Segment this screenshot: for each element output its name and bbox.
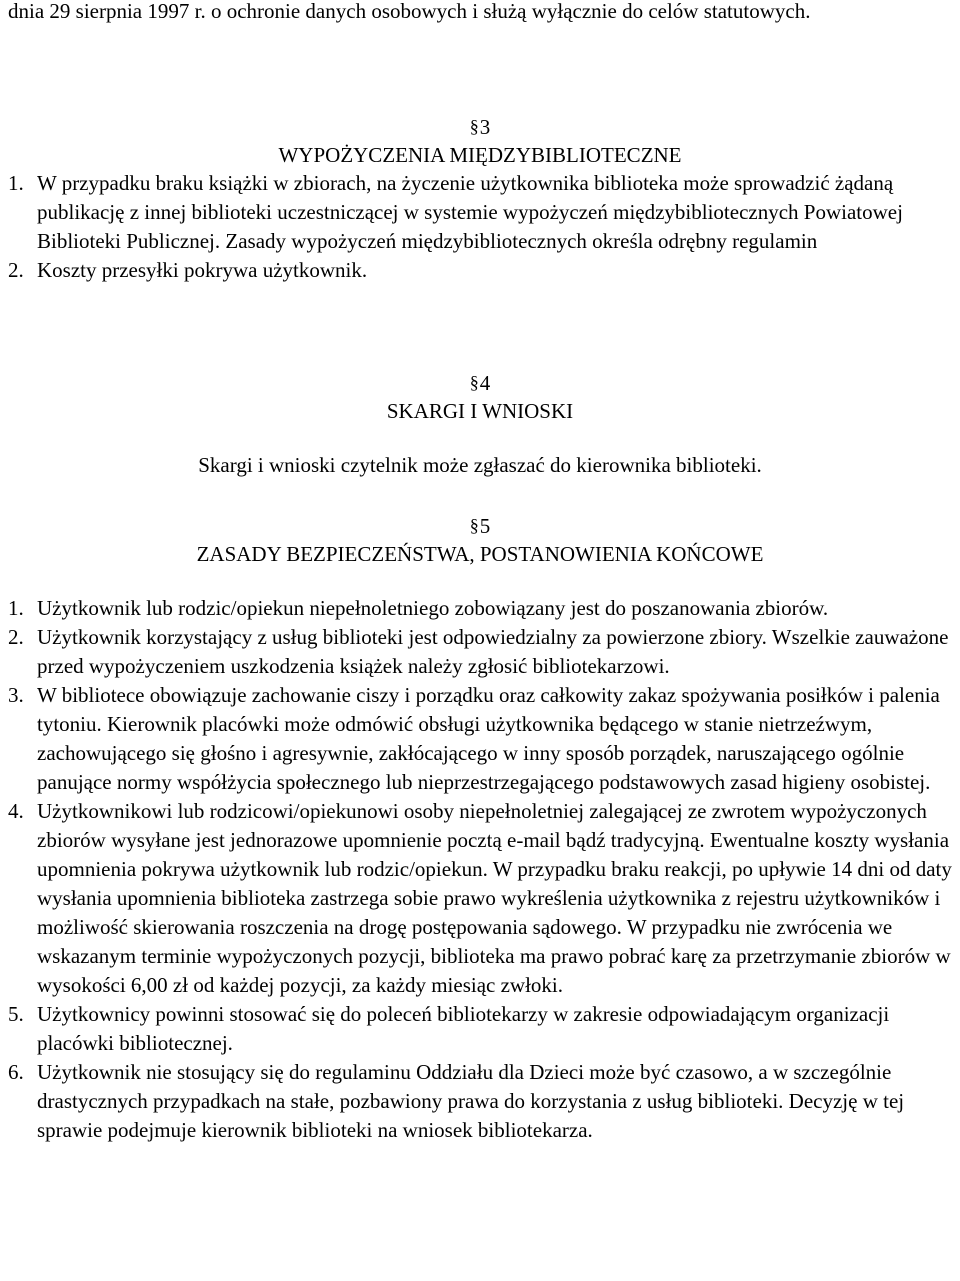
item-number: 2. (8, 625, 24, 649)
section-4-body: Skargi i wnioski czytelnik może zgłaszać do kierownika biblioteki. (198, 453, 762, 477)
item-text: Użytkownicy powinni stosować się do poleceń bibliotekarzy w zakresie odpowiadającym organizacji placówki bibliotecznej. (37, 1002, 890, 1055)
item-text: W przypadku braku książki w zbiorach, na życzenie użytkownika biblioteka może sprowadzić żądaną publikację z innej biblioteki uczestniczącej w systemie wypożyczeń międzybibliotecznych Powiatowej Biblioteki Publicznej. Zasady wypożyczeń międzybibliotecznych określa odrębny regulamin (37, 171, 903, 253)
item-number: 1. (8, 171, 24, 195)
list-item (8, 1058, 954, 1145)
section-3-title: WYPOŻYCZENIA MIĘDZYBIBLIOTECZNE (278, 143, 682, 167)
list-item (8, 1000, 954, 1058)
item-text: Koszty przesyłki pokrywa użytkownik. (37, 258, 368, 282)
list-item (8, 594, 954, 623)
section-5-title: ZASADY BEZPIECZEŃSTWA, POSTANOWIENIA KOŃCOWE (196, 542, 764, 566)
item-text: W bibliotece obowiązuje zachowanie ciszy i porządku oraz całkowity zakaz spożywania posiłków i palenia tytoniu. Kierownik placówki może odmówić obsługi użytkownika będącego w stanie nietrzeźwym, zachowującego się głośno i agresywnie, zakłócającego w inny sposób porządek, naruszającego ogólnie panujące normy współżycia społecznego lub nieprzestrzegającego podstawowych zasad higieny osobistej. (37, 683, 940, 794)
section-symbol: § (469, 515, 479, 535)
list-item (8, 681, 954, 797)
item-number: 1. (8, 596, 24, 620)
section-3-number: §3 (0, 112, 960, 141)
section-4-number: §4 (0, 368, 960, 397)
list-item (8, 169, 954, 256)
list-item (8, 797, 954, 1000)
item-text: Użytkownik lub rodzic/opiekun niepełnoletniego zobowiązany jest do poszanowania zbiorów. (37, 596, 829, 620)
list-item (8, 623, 954, 681)
section-3-list (8, 169, 954, 285)
item-number: 4. (8, 799, 24, 823)
section-symbol: § (469, 116, 479, 136)
item-number: 6. (8, 1060, 24, 1084)
intro-paragraph: dnia 29 sierpnia 1997 r. o ochronie danych osobowych i służą wyłącznie do celów statutowych. (8, 0, 811, 23)
section-symbol: § (469, 372, 479, 392)
section-5-heading (0, 511, 960, 569)
section-3-heading (0, 112, 960, 170)
list-item (8, 256, 954, 285)
item-text: Użytkownikowi lub rodzicowi/opiekunowi osoby niepełnoletniej zalegającej ze zwrotem wypożyczonych zbiorów wysyłane jest jednorazowe upomnienie pocztą e-mail bądź tradycyjną. Ewentualne koszty wysłania upomnienia pokrywa użytkownik lub rodzic/opiekun. W przypadku braku reakcji, po upływie 14 dni od daty wysłania upomnienia biblioteka zastrzega sobie prawo wykreślenia użytkownika z rejestru użytkowników i możliwość skierowania roszczenia na drogę postępowania sądowego. W przypadku nie zwrócenia we wskazanym terminie wypożyczonych pozycji, biblioteka ma prawo pobrać karę za przetrzymanie zbiorów w wysokości 6,00 zł od każdej pozycji, za każdy miesiąc zwłoki. (37, 799, 952, 997)
section-5-number: §5 (0, 511, 960, 540)
item-number: 2. (8, 258, 24, 282)
item-number: 5. (8, 1002, 24, 1026)
item-number: 3. (8, 683, 24, 707)
section-4-title: SKARGI I WNIOSKI (386, 399, 574, 423)
item-text: Użytkownik korzystający z usług biblioteki jest odpowiedzialny za powierzone zbiory. Wszelkie zauważone przed wypożyczeniem uszkodzenia książek należy zgłosić bibliotekarzowi. (37, 625, 949, 678)
section-5-list (8, 594, 954, 1145)
section-4-heading (0, 368, 960, 426)
item-text: Użytkownik nie stosujący się do regulaminu Oddziału dla Dzieci może być czasowo, a w szczególnie drastycznych przypadkach na stałe, pozbawiony prawa do korzystania z usług biblioteki. Decyzję w tej sprawie podejmuje kierownik biblioteki na wniosek bibliotekarza. (37, 1060, 905, 1142)
